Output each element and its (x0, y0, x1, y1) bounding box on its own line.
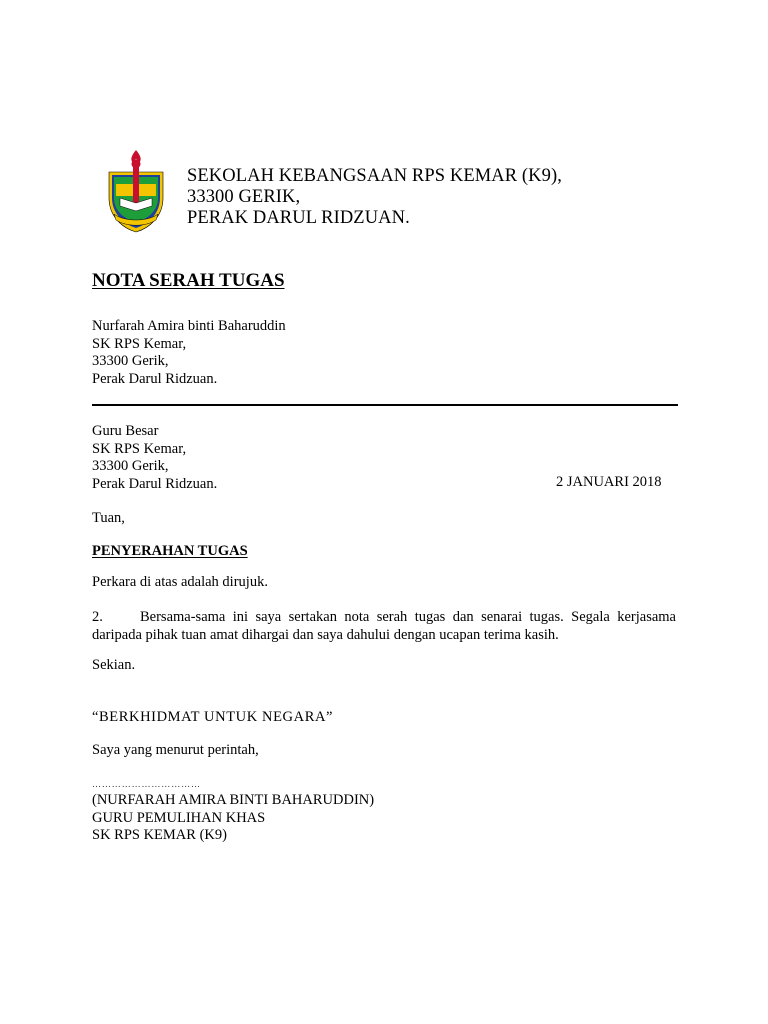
school-name: SEKOLAH KEBANGSAAN RPS KEMAR (K9), (187, 166, 562, 186)
horizontal-divider (92, 404, 678, 406)
school-postcode: 33300 GERIK, (187, 187, 301, 207)
paragraph-2-text: Bersama-sama ini saya sertakan nota serah tugas dan senarai tugas. Segala kerjasama daripada pihak tuan amat dihargai dan saya dahului dengan ucapan terima kasih. (92, 609, 676, 643)
recipient-title: Guru Besar (92, 423, 159, 439)
paragraph-1: Perkara di atas adalah dirujuk. (92, 574, 268, 590)
signoff-name: (NURFARAH AMIRA BINTI BAHARUDDIN) (92, 792, 375, 808)
recipient-school: SK RPS Kemar, (92, 440, 187, 457)
document-title: NOTA SERAH TUGAS (92, 270, 285, 291)
paragraph-2 (92, 608, 676, 644)
closing: Sekian. (92, 657, 136, 673)
signoff-block (92, 792, 374, 845)
recipient-state: Perak Darul Ridzuan. (92, 475, 218, 492)
salutation: Tuan, (92, 510, 125, 526)
letter-subject: PENYERAHAN TUGAS (92, 543, 248, 559)
signature-line: …………………………… (92, 779, 201, 789)
motto: “BERKHIDMAT UNTUK NEGARA” (92, 709, 334, 725)
letter-date: 2 JANUARI 2018 (556, 474, 662, 490)
recipient-postcode: 33300 Gerik, (92, 458, 169, 474)
sender-school: SK RPS Kemar, (92, 335, 187, 352)
recipient-address (92, 423, 217, 493)
school-crest-logo (106, 148, 166, 234)
signoff-school: SK RPS KEMAR (K9) (92, 827, 227, 843)
school-state: PERAK DARUL RIDZUAN. (187, 208, 410, 228)
complimentary-close: Saya yang menurut perintah, (92, 742, 259, 758)
school-address-header (187, 166, 562, 229)
sender-name: Nurfarah Amira binti Baharuddin (92, 318, 286, 334)
sender-postcode: 33300 Gerik, (92, 353, 169, 369)
paragraph-number: 2. (92, 609, 103, 625)
sender-address (92, 318, 286, 388)
sender-state: Perak Darul Ridzuan. (92, 370, 218, 387)
signoff-position: GURU PEMULIHAN KHAS (92, 809, 266, 826)
